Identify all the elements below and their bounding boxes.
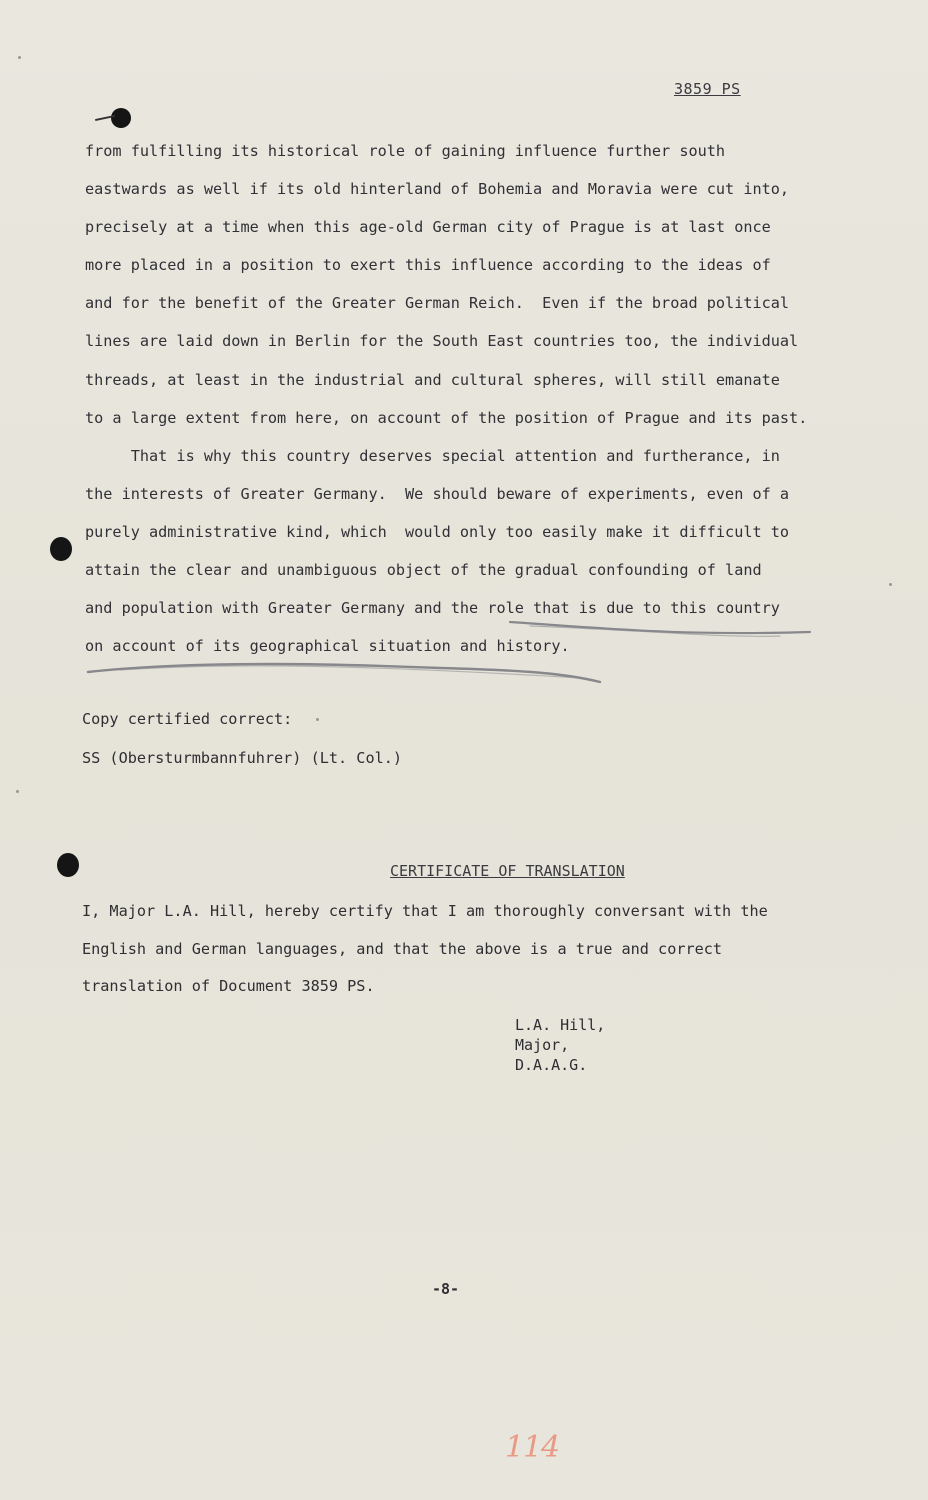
body-line: attain the clear and unambiguous object of the gradual confounding of land — [85, 561, 762, 580]
certificate-line: English and German languages, and that the above is a true and correct — [82, 939, 723, 958]
body-line: on account of its geographical situation and history. — [85, 637, 570, 656]
certificate-text — [82, 893, 768, 1006]
paper-speck — [18, 56, 21, 59]
body-line: the interests of Greater Germany. We should beware of experiments, even of a — [85, 484, 790, 503]
copy-certification — [82, 700, 402, 777]
copy-signatory-rank: SS (Obersturmbannfuhrer) (Lt. Col.) — [82, 748, 403, 767]
certificate-heading: CERTIFICATE OF TRANSLATION — [390, 862, 625, 880]
copy-certified-label: Copy certified correct: — [82, 710, 293, 728]
body-line: and population with Greater Germany and the role that is due to this country — [85, 599, 780, 618]
body-line: eastwards as well if its old hinterland of Bohemia and Moravia were cut into, — [85, 180, 790, 199]
signature-name: L.A. Hill, — [515, 1016, 606, 1034]
body-line: from fulfilling its historical role of gaining influence further south — [85, 142, 726, 160]
body-line: and for the benefit of the Greater German Reich. Even if the broad political — [85, 294, 790, 313]
body-line: more placed in a position to exert this influence according to the ideas of — [85, 256, 771, 275]
body-line: to a large extent from here, on account of the position of Prague and its past. — [85, 408, 808, 427]
certificate-line: translation of Document 3859 PS. — [82, 977, 375, 995]
body-text — [85, 132, 865, 665]
body-line: threads, at least in the industrial and cultural spheres, will still emanate — [85, 370, 780, 389]
body-line: precisely at a time when this age-old German city of Prague is at last once — [85, 218, 771, 237]
handwritten-page-number: 114 — [505, 1430, 560, 1465]
body-line: That is why this country deserves special attention and furtherance, in — [85, 446, 780, 465]
punch-hole-bottom — [57, 853, 79, 877]
paper-speck — [889, 583, 892, 586]
signature-block — [515, 1015, 605, 1075]
punch-hole-middle — [50, 537, 72, 561]
body-line: lines are laid down in Berlin for the South East countries too, the individual — [85, 332, 799, 351]
page-number: -8- — [432, 1280, 460, 1298]
signature-rank: Major, — [515, 1036, 570, 1054]
punch-hole-top — [111, 108, 131, 128]
body-line: purely administrative kind, which would only too easily make it difficult to — [85, 522, 790, 541]
document-number: 3859 PS — [674, 80, 741, 98]
pencil-underline-marks — [80, 590, 840, 700]
certificate-line: I, Major L.A. Hill, hereby certify that I am thoroughly conversant with the — [82, 902, 768, 920]
paper-speck — [16, 790, 19, 793]
signature-title: D.A.A.G. — [515, 1056, 588, 1074]
